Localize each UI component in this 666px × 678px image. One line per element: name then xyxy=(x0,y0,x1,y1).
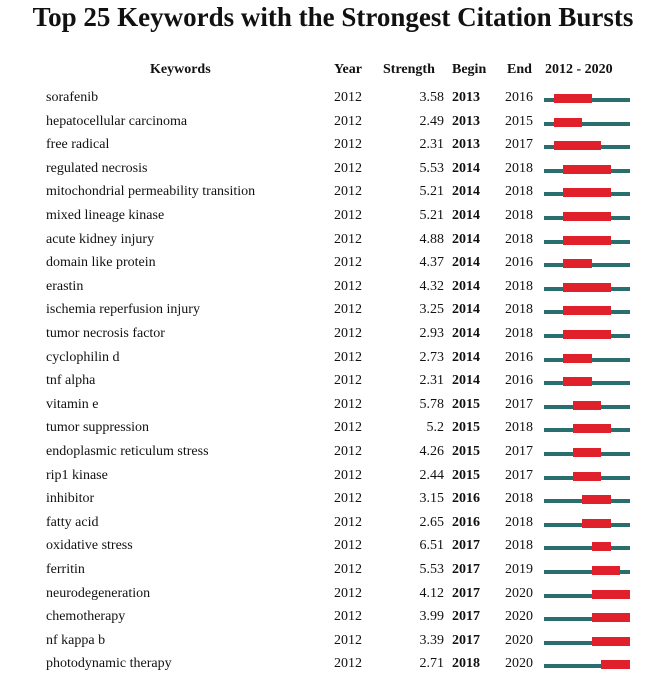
cell-strength: 2.73 xyxy=(419,349,444,365)
cell-year: 2012 xyxy=(334,609,362,625)
burst-bar xyxy=(573,448,602,457)
burst-bar xyxy=(554,141,602,150)
cell-keyword: oxidative stress xyxy=(46,538,133,554)
cell-begin: 2016 xyxy=(452,491,480,507)
cell-strength: 2.44 xyxy=(419,467,444,483)
cell-begin: 2014 xyxy=(452,255,480,271)
cell-keyword: ischemia reperfusion injury xyxy=(46,302,200,318)
cell-strength: 5.21 xyxy=(419,208,444,223)
cell-end: 2019 xyxy=(505,562,533,577)
table-row xyxy=(0,157,666,181)
cell-keyword: mitochondrial permeability transition xyxy=(46,184,256,200)
cell-year: 2012 xyxy=(334,420,362,436)
cell-begin: 2013 xyxy=(452,113,480,129)
header-end: End xyxy=(507,62,532,77)
table-row xyxy=(0,204,666,228)
cell-strength: 2.93 xyxy=(419,326,444,341)
header-keywords: Keywords xyxy=(150,62,211,77)
cell-keyword: tumor necrosis factor xyxy=(46,326,165,341)
cell-end: 2018 xyxy=(505,326,533,341)
burst-bar xyxy=(573,424,611,433)
burst-bar xyxy=(573,472,602,481)
cell-begin: 2017 xyxy=(452,585,480,601)
cell-begin: 2014 xyxy=(452,302,480,318)
cell-strength: 3.15 xyxy=(419,491,444,507)
cell-end: 2016 xyxy=(505,373,533,389)
cell-end: 2017 xyxy=(505,396,533,412)
cell-year: 2012 xyxy=(334,255,362,271)
cell-keyword: neurodegeneration xyxy=(46,585,151,601)
cell-begin: 2013 xyxy=(452,137,480,153)
cell-keyword: rip1 kinase xyxy=(46,467,108,483)
burst-bar xyxy=(563,283,611,292)
table-row xyxy=(0,416,666,440)
cell-strength: 5.2 xyxy=(426,420,444,436)
cell-strength: 5.53 xyxy=(419,160,444,176)
cell-keyword: erastin xyxy=(46,278,84,294)
cell-keyword: nf kappa b xyxy=(46,632,106,648)
burst-bar xyxy=(592,566,621,575)
cell-keyword: cyclophilin d xyxy=(46,349,120,365)
cell-keyword: regulated necrosis xyxy=(46,160,148,176)
cell-end: 2017 xyxy=(505,467,533,483)
cell-year: 2012 xyxy=(334,585,362,601)
header-strength: Strength xyxy=(383,62,435,77)
cell-keyword: tnf alpha xyxy=(46,373,96,389)
cell-year: 2012 xyxy=(334,349,362,365)
timeline-base-bar xyxy=(544,546,630,550)
cell-year: 2012 xyxy=(334,396,362,412)
burst-bar xyxy=(563,259,592,268)
table-row xyxy=(0,275,666,299)
cell-keyword: mixed lineage kinase xyxy=(46,208,165,223)
cell-keyword: photodynamic therapy xyxy=(46,656,172,672)
cell-year: 2012 xyxy=(334,302,362,318)
cell-strength: 3.99 xyxy=(419,609,444,625)
burst-bar xyxy=(592,590,630,599)
burst-bar xyxy=(563,330,611,339)
cell-year: 2012 xyxy=(334,90,362,105)
cell-strength: 4.88 xyxy=(419,231,444,247)
burst-bar xyxy=(563,377,592,386)
cell-end: 2016 xyxy=(505,255,533,271)
table-row xyxy=(0,369,666,393)
cell-begin: 2018 xyxy=(452,656,480,672)
cell-begin: 2014 xyxy=(452,349,480,365)
cell-keyword: acute kidney injury xyxy=(46,231,155,247)
cell-strength: 2.31 xyxy=(419,373,444,389)
cell-strength: 3.58 xyxy=(419,90,444,105)
cell-end: 2016 xyxy=(505,90,533,105)
cell-keyword: ferritin xyxy=(46,562,85,577)
cell-end: 2020 xyxy=(505,585,533,601)
table-row xyxy=(0,558,666,582)
cell-year: 2012 xyxy=(334,514,362,530)
cell-end: 2016 xyxy=(505,349,533,365)
cell-end: 2017 xyxy=(505,137,533,153)
cell-begin: 2015 xyxy=(452,396,480,412)
cell-keyword: sorafenib xyxy=(46,90,99,105)
burst-bar xyxy=(582,495,611,504)
cell-year: 2012 xyxy=(334,137,362,153)
table-row xyxy=(0,298,666,322)
cell-begin: 2017 xyxy=(452,609,480,625)
cell-keyword: inhibitor xyxy=(46,491,95,507)
chart-title: Top 25 Keywords with the Strongest Citation Bursts xyxy=(32,2,634,32)
table-row xyxy=(0,534,666,558)
cell-begin: 2014 xyxy=(452,326,480,341)
cell-keyword: domain like protein xyxy=(46,255,156,271)
cell-end: 2018 xyxy=(505,184,533,200)
table-row xyxy=(0,180,666,204)
cell-begin: 2014 xyxy=(452,184,480,200)
cell-end: 2015 xyxy=(505,113,533,129)
table-row xyxy=(0,629,666,653)
table-row xyxy=(0,251,666,275)
cell-year: 2012 xyxy=(334,491,362,507)
cell-year: 2012 xyxy=(334,467,362,483)
table-row xyxy=(0,440,666,464)
cell-keyword: endoplasmic reticulum stress xyxy=(46,444,209,459)
cell-strength: 5.21 xyxy=(419,184,444,200)
cell-begin: 2015 xyxy=(452,420,480,436)
cell-strength: 2.31 xyxy=(419,137,444,153)
table-row xyxy=(0,511,666,535)
cell-end: 2020 xyxy=(505,632,533,648)
cell-strength: 4.12 xyxy=(419,585,444,601)
cell-begin: 2014 xyxy=(452,160,480,176)
cell-begin: 2016 xyxy=(452,514,480,530)
cell-begin: 2014 xyxy=(452,373,480,389)
burst-bar xyxy=(601,660,630,669)
burst-bar xyxy=(554,118,583,127)
cell-begin: 2014 xyxy=(452,231,480,247)
cell-begin: 2015 xyxy=(452,444,480,459)
burst-bar xyxy=(592,542,611,551)
cell-keyword: chemotherapy xyxy=(46,609,126,625)
cell-strength: 2.71 xyxy=(419,656,444,672)
burst-bar xyxy=(563,165,611,174)
burst-bar xyxy=(563,188,611,197)
cell-year: 2012 xyxy=(334,632,362,648)
cell-end: 2018 xyxy=(505,491,533,507)
cell-year: 2012 xyxy=(334,373,362,389)
cell-keyword: tumor suppression xyxy=(46,420,150,436)
cell-end: 2018 xyxy=(505,231,533,247)
burst-bar xyxy=(563,212,611,221)
cell-begin: 2014 xyxy=(452,278,480,294)
cell-begin: 2013 xyxy=(452,90,480,105)
cell-strength: 4.32 xyxy=(419,278,444,294)
header-begin: Begin xyxy=(452,62,487,77)
table-row xyxy=(0,605,666,629)
table-row xyxy=(0,86,666,110)
table-row xyxy=(0,582,666,606)
table-row xyxy=(0,322,666,346)
cell-begin: 2014 xyxy=(452,208,480,223)
cell-year: 2012 xyxy=(334,656,362,672)
cell-begin: 2017 xyxy=(452,562,480,577)
cell-strength: 3.39 xyxy=(419,632,444,648)
cell-keyword: free radical xyxy=(46,137,110,153)
cell-end: 2018 xyxy=(505,420,533,436)
burst-bar xyxy=(592,637,630,646)
cell-end: 2018 xyxy=(505,208,533,223)
header-timeline-range: 2012 - 2020 xyxy=(545,62,613,77)
cell-keyword: vitamin e xyxy=(46,396,99,412)
cell-end: 2018 xyxy=(505,302,533,318)
cell-year: 2012 xyxy=(334,184,362,200)
cell-strength: 5.78 xyxy=(419,396,444,412)
cell-end: 2018 xyxy=(505,538,533,554)
header-year: Year xyxy=(334,62,362,77)
burst-bar xyxy=(554,94,592,103)
cell-year: 2012 xyxy=(334,538,362,554)
cell-begin: 2017 xyxy=(452,632,480,648)
table-row xyxy=(0,393,666,417)
cell-keyword: hepatocellular carcinoma xyxy=(46,113,188,129)
cell-year: 2012 xyxy=(334,562,362,577)
table-row xyxy=(0,228,666,252)
table-row xyxy=(0,110,666,134)
cell-year: 2012 xyxy=(334,160,362,176)
cell-end: 2018 xyxy=(505,160,533,176)
cell-year: 2012 xyxy=(334,444,362,459)
cell-strength: 2.65 xyxy=(419,514,444,530)
cell-strength: 4.37 xyxy=(419,255,444,271)
cell-strength: 2.49 xyxy=(419,113,444,129)
burst-bar xyxy=(573,401,602,410)
cell-end: 2018 xyxy=(505,278,533,294)
cell-year: 2012 xyxy=(334,113,362,129)
cell-strength: 3.25 xyxy=(419,302,444,318)
cell-begin: 2015 xyxy=(452,467,480,483)
cell-keyword: fatty acid xyxy=(46,514,99,530)
cell-year: 2012 xyxy=(334,208,362,223)
burst-bar xyxy=(563,236,611,245)
cell-end: 2020 xyxy=(505,609,533,625)
burst-bar xyxy=(582,519,611,528)
table-row xyxy=(0,652,666,676)
cell-end: 2017 xyxy=(505,444,533,459)
burst-bar xyxy=(563,306,611,315)
cell-year: 2012 xyxy=(334,231,362,247)
cell-end: 2018 xyxy=(505,514,533,530)
table-row xyxy=(0,133,666,157)
cell-end: 2020 xyxy=(505,656,533,672)
cell-begin: 2017 xyxy=(452,538,480,554)
cell-year: 2012 xyxy=(334,326,362,341)
cell-strength: 4.26 xyxy=(419,444,444,459)
cell-strength: 6.51 xyxy=(419,538,444,554)
table-row xyxy=(0,346,666,370)
burst-bar xyxy=(563,354,592,363)
burst-bar xyxy=(592,613,630,622)
table-row xyxy=(0,487,666,511)
cell-strength: 5.53 xyxy=(419,562,444,577)
table-row xyxy=(0,464,666,488)
cell-year: 2012 xyxy=(334,278,362,294)
